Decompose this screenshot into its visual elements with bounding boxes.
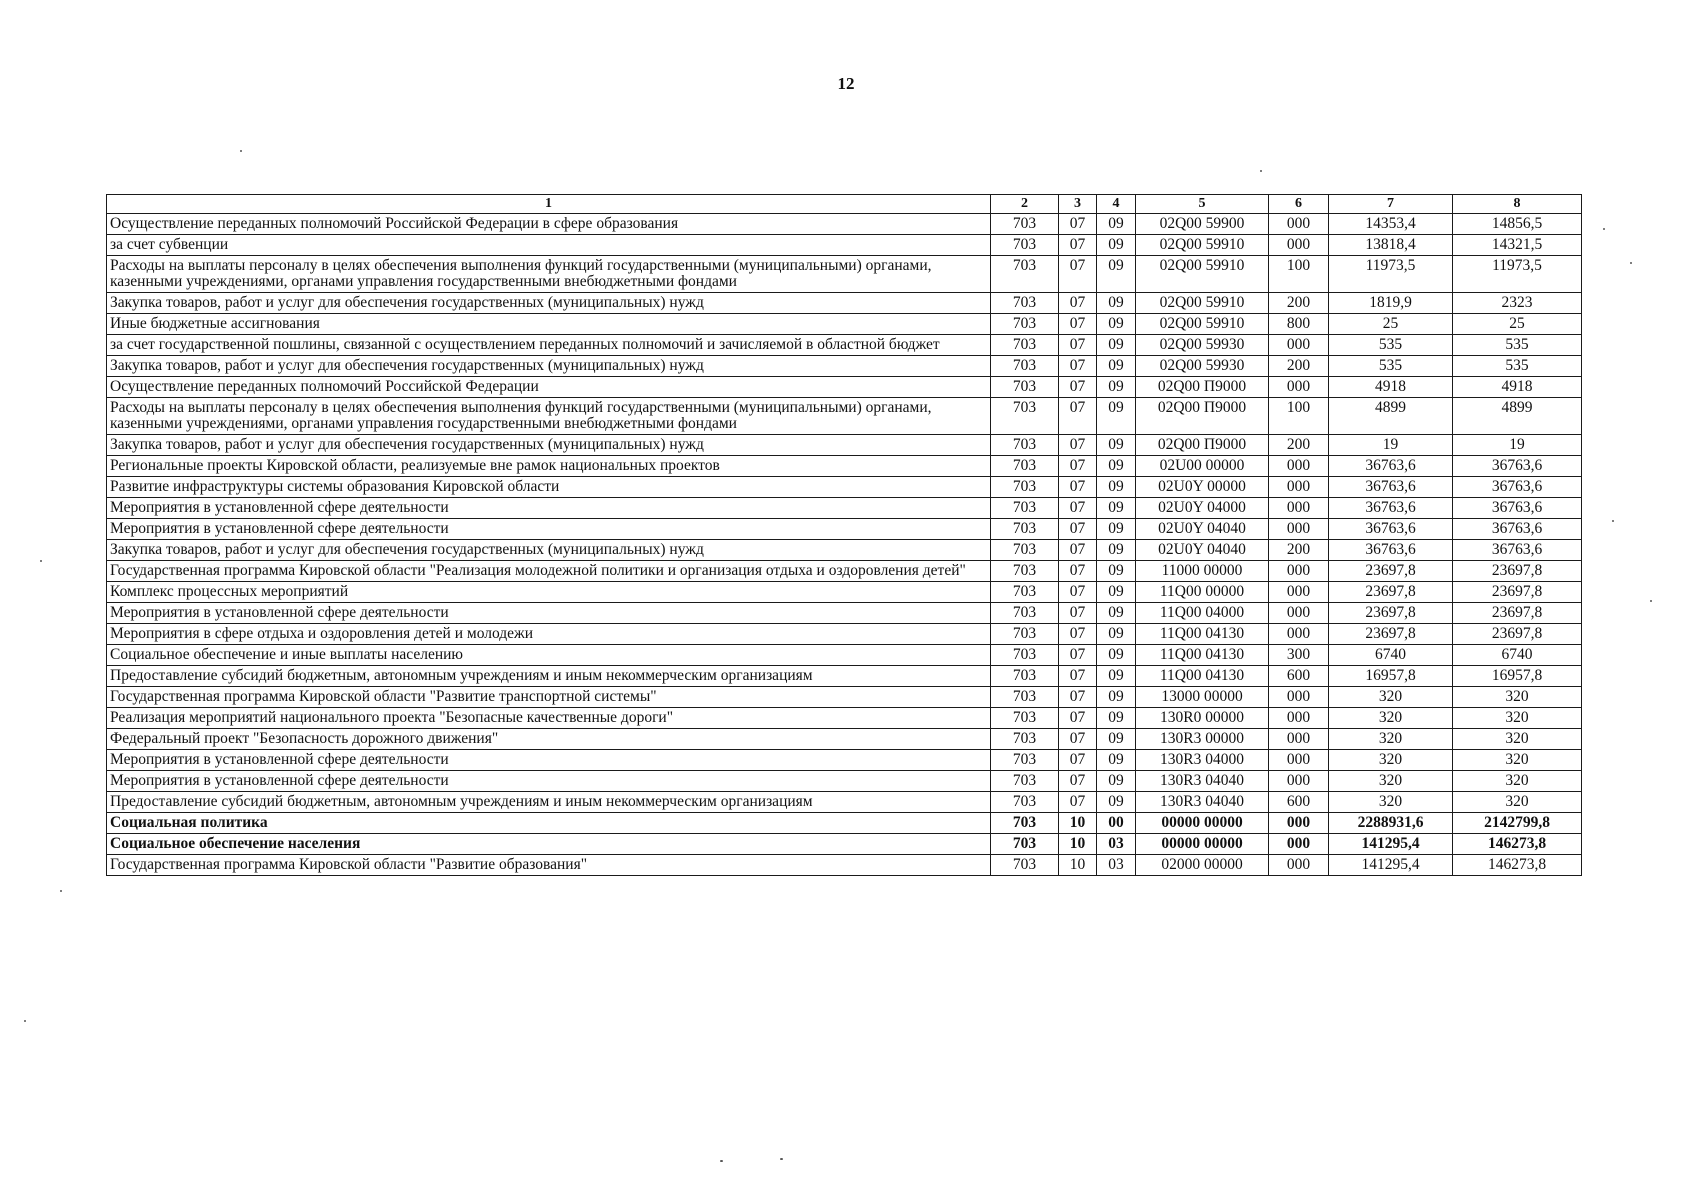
row-value-cell: 000 xyxy=(1269,477,1329,498)
row-name-cell: Социальное обеспечение населения xyxy=(107,834,991,855)
row-value-cell: 23697,8 xyxy=(1453,561,1582,582)
row-value-cell: 141295,4 xyxy=(1329,834,1453,855)
table-row xyxy=(107,398,1582,435)
row-value-cell: 03 xyxy=(1097,855,1136,876)
row-value-cell: 703 xyxy=(991,398,1059,435)
column-header: 4 xyxy=(1097,195,1136,214)
row-value-cell: 23697,8 xyxy=(1453,624,1582,645)
table-row xyxy=(107,666,1582,687)
row-value-cell: 02Q00 П9000 xyxy=(1136,435,1269,456)
row-value-cell: 02Q00 59910 xyxy=(1136,314,1269,335)
row-value-cell: 00 xyxy=(1097,813,1136,834)
row-name-cell: Развитие инфраструктуры системы образования Кировской области xyxy=(107,477,991,498)
row-value-cell: 09 xyxy=(1097,750,1136,771)
row-value-cell: 320 xyxy=(1329,729,1453,750)
column-header: 8 xyxy=(1453,195,1582,214)
table-row xyxy=(107,687,1582,708)
row-value-cell: 09 xyxy=(1097,435,1136,456)
row-value-cell: 02U0Y 04040 xyxy=(1136,540,1269,561)
row-value-cell: 09 xyxy=(1097,398,1136,435)
row-value-cell: 535 xyxy=(1329,335,1453,356)
row-name-cell: Социальная политика xyxy=(107,813,991,834)
table-row xyxy=(107,435,1582,456)
row-value-cell: 02Q00 59910 xyxy=(1136,235,1269,256)
column-header: 1 xyxy=(107,195,991,214)
row-value-cell: 000 xyxy=(1269,214,1329,235)
row-name-cell: Закупка товаров, работ и услуг для обеспечения государственных (муниципальных) нужд xyxy=(107,356,991,377)
row-value-cell: 36763,6 xyxy=(1453,540,1582,561)
row-value-cell: 000 xyxy=(1269,813,1329,834)
row-value-cell: 11Q00 04130 xyxy=(1136,624,1269,645)
row-value-cell: 02U0Y 04000 xyxy=(1136,498,1269,519)
row-value-cell: 07 xyxy=(1059,708,1097,729)
row-value-cell: 000 xyxy=(1269,729,1329,750)
row-value-cell: 09 xyxy=(1097,377,1136,398)
row-value-cell: 703 xyxy=(991,214,1059,235)
table-row xyxy=(107,456,1582,477)
row-value-cell: 000 xyxy=(1269,624,1329,645)
row-value-cell: 130R3 04040 xyxy=(1136,771,1269,792)
row-value-cell: 703 xyxy=(991,435,1059,456)
row-name-cell: Реализация мероприятий национального проекта "Безопасные качественные дороги" xyxy=(107,708,991,729)
row-value-cell: 320 xyxy=(1453,687,1582,708)
row-value-cell: 14321,5 xyxy=(1453,235,1582,256)
table-row xyxy=(107,293,1582,314)
row-value-cell: 00000 00000 xyxy=(1136,834,1269,855)
row-value-cell: 000 xyxy=(1269,771,1329,792)
row-value-cell: 09 xyxy=(1097,603,1136,624)
row-name-cell: Государственная программа Кировской области "Реализация молодежной политики и организация отдыха и оздоровления детей" xyxy=(107,561,991,582)
table-row xyxy=(107,477,1582,498)
table-row xyxy=(107,729,1582,750)
table-row xyxy=(107,624,1582,645)
row-name-cell: Закупка товаров, работ и услуг для обеспечения государственных (муниципальных) нужд xyxy=(107,540,991,561)
row-value-cell: 09 xyxy=(1097,561,1136,582)
row-value-cell: 703 xyxy=(991,498,1059,519)
row-value-cell: 09 xyxy=(1097,498,1136,519)
row-name-cell: Региональные проекты Кировской области, реализуемые вне рамок национальных проектов xyxy=(107,456,991,477)
row-value-cell: 07 xyxy=(1059,750,1097,771)
row-value-cell: 320 xyxy=(1329,792,1453,813)
table-row xyxy=(107,750,1582,771)
row-value-cell: 07 xyxy=(1059,293,1097,314)
row-value-cell: 130R0 00000 xyxy=(1136,708,1269,729)
row-value-cell: 10 xyxy=(1059,855,1097,876)
row-value-cell: 703 xyxy=(991,519,1059,540)
row-value-cell: 200 xyxy=(1269,356,1329,377)
column-header: 7 xyxy=(1329,195,1453,214)
row-name-cell: за счет государственной пошлины, связанной с осуществлением переданных полномочий и зачисляемой в областной бюджет xyxy=(107,335,991,356)
row-value-cell: 07 xyxy=(1059,624,1097,645)
row-value-cell: 23697,8 xyxy=(1453,582,1582,603)
row-value-cell: 07 xyxy=(1059,645,1097,666)
row-name-cell: Мероприятия в сфере отдыха и оздоровления детей и молодежи xyxy=(107,624,991,645)
row-name-cell: Закупка товаров, работ и услуг для обеспечения государственных (муниципальных) нужд xyxy=(107,435,991,456)
budget-table xyxy=(106,194,1582,876)
row-value-cell: 09 xyxy=(1097,666,1136,687)
row-name-cell: Комплекс процессных мероприятий xyxy=(107,582,991,603)
row-value-cell: 07 xyxy=(1059,561,1097,582)
row-name-cell: Мероприятия в установленной сфере деятельности xyxy=(107,771,991,792)
row-value-cell: 07 xyxy=(1059,314,1097,335)
table-row xyxy=(107,561,1582,582)
row-value-cell: 703 xyxy=(991,792,1059,813)
row-name-cell: Закупка товаров, работ и услуг для обеспечения государственных (муниципальных) нужд xyxy=(107,293,991,314)
row-name-cell: Мероприятия в установленной сфере деятельности xyxy=(107,498,991,519)
row-name-cell: Социальное обеспечение и иные выплаты населению xyxy=(107,645,991,666)
row-name-cell: Расходы на выплаты персоналу в целях обеспечения выполнения функций государственными (муниципальными) органами, казенными учреждениями, органами управления государственными внебюджетными фондами xyxy=(107,256,991,293)
row-value-cell: 02U0Y 00000 xyxy=(1136,477,1269,498)
row-value-cell: 320 xyxy=(1329,708,1453,729)
row-value-cell: 000 xyxy=(1269,377,1329,398)
row-value-cell: 25 xyxy=(1329,314,1453,335)
row-value-cell: 09 xyxy=(1097,214,1136,235)
row-value-cell: 141295,4 xyxy=(1329,855,1453,876)
row-name-cell: Государственная программа Кировской области "Развитие транспортной системы" xyxy=(107,687,991,708)
row-value-cell: 09 xyxy=(1097,456,1136,477)
row-value-cell: 200 xyxy=(1269,293,1329,314)
row-value-cell: 36763,6 xyxy=(1329,519,1453,540)
row-value-cell: 07 xyxy=(1059,356,1097,377)
row-name-cell: Осуществление переданных полномочий Российской Федерации в сфере образования xyxy=(107,214,991,235)
row-value-cell: 703 xyxy=(991,603,1059,624)
row-value-cell: 320 xyxy=(1329,771,1453,792)
row-value-cell: 6740 xyxy=(1329,645,1453,666)
row-value-cell: 09 xyxy=(1097,582,1136,603)
row-value-cell: 09 xyxy=(1097,519,1136,540)
column-header: 5 xyxy=(1136,195,1269,214)
row-value-cell: 000 xyxy=(1269,235,1329,256)
row-value-cell: 07 xyxy=(1059,335,1097,356)
row-value-cell: 535 xyxy=(1329,356,1453,377)
row-value-cell: 100 xyxy=(1269,256,1329,293)
row-value-cell: 02Q00 59900 xyxy=(1136,214,1269,235)
table-row xyxy=(107,498,1582,519)
row-value-cell: 703 xyxy=(991,235,1059,256)
row-value-cell: 703 xyxy=(991,256,1059,293)
row-value-cell: 703 xyxy=(991,624,1059,645)
row-value-cell: 11000 00000 xyxy=(1136,561,1269,582)
column-header: 6 xyxy=(1269,195,1329,214)
row-value-cell: 703 xyxy=(991,561,1059,582)
row-value-cell: 14856,5 xyxy=(1453,214,1582,235)
row-value-cell: 703 xyxy=(991,855,1059,876)
row-value-cell: 1819,9 xyxy=(1329,293,1453,314)
table-row xyxy=(107,540,1582,561)
row-value-cell: 703 xyxy=(991,834,1059,855)
row-value-cell: 320 xyxy=(1329,750,1453,771)
row-value-cell: 320 xyxy=(1453,708,1582,729)
table-row xyxy=(107,335,1582,356)
row-value-cell: 600 xyxy=(1269,792,1329,813)
row-value-cell: 535 xyxy=(1453,356,1582,377)
row-value-cell: 320 xyxy=(1453,792,1582,813)
row-value-cell: 07 xyxy=(1059,603,1097,624)
table-row xyxy=(107,356,1582,377)
row-value-cell: 09 xyxy=(1097,356,1136,377)
row-name-cell: Предоставление субсидий бюджетным, автономным учреждениям и иным некоммерческим организациям xyxy=(107,792,991,813)
row-value-cell: 703 xyxy=(991,477,1059,498)
row-value-cell: 4899 xyxy=(1329,398,1453,435)
row-value-cell: 07 xyxy=(1059,477,1097,498)
row-value-cell: 14353,4 xyxy=(1329,214,1453,235)
row-value-cell: 02Q00 П9000 xyxy=(1136,398,1269,435)
table-row xyxy=(107,708,1582,729)
row-name-cell: Мероприятия в установленной сфере деятельности xyxy=(107,603,991,624)
row-value-cell: 000 xyxy=(1269,519,1329,540)
row-value-cell: 36763,6 xyxy=(1453,519,1582,540)
row-value-cell: 16957,8 xyxy=(1329,666,1453,687)
row-value-cell: 02U00 00000 xyxy=(1136,456,1269,477)
row-value-cell: 320 xyxy=(1453,771,1582,792)
row-value-cell: 07 xyxy=(1059,540,1097,561)
row-value-cell: 10 xyxy=(1059,813,1097,834)
row-value-cell: 13818,4 xyxy=(1329,235,1453,256)
row-value-cell: 000 xyxy=(1269,582,1329,603)
row-value-cell: 07 xyxy=(1059,235,1097,256)
row-value-cell: 000 xyxy=(1269,750,1329,771)
row-value-cell: 07 xyxy=(1059,582,1097,603)
row-value-cell: 09 xyxy=(1097,335,1136,356)
row-value-cell: 02U0Y 04040 xyxy=(1136,519,1269,540)
row-value-cell: 200 xyxy=(1269,540,1329,561)
table-row xyxy=(107,519,1582,540)
row-value-cell: 07 xyxy=(1059,792,1097,813)
row-value-cell: 000 xyxy=(1269,855,1329,876)
table-row xyxy=(107,813,1582,834)
row-value-cell: 000 xyxy=(1269,498,1329,519)
row-value-cell: 320 xyxy=(1329,687,1453,708)
row-value-cell: 703 xyxy=(991,813,1059,834)
row-value-cell: 07 xyxy=(1059,435,1097,456)
row-value-cell: 11Q00 04000 xyxy=(1136,603,1269,624)
row-value-cell: 320 xyxy=(1453,729,1582,750)
row-value-cell: 07 xyxy=(1059,498,1097,519)
row-value-cell: 36763,6 xyxy=(1329,456,1453,477)
row-value-cell: 703 xyxy=(991,687,1059,708)
row-value-cell: 703 xyxy=(991,645,1059,666)
row-value-cell: 07 xyxy=(1059,256,1097,293)
row-value-cell: 000 xyxy=(1269,456,1329,477)
row-name-cell: Расходы на выплаты персоналу в целях обеспечения выполнения функций государственными (муниципальными) органами, казенными учреждениями, органами управления государственными внебюджетными фондами xyxy=(107,398,991,435)
table-row xyxy=(107,377,1582,398)
row-value-cell: 09 xyxy=(1097,293,1136,314)
row-value-cell: 11Q00 04130 xyxy=(1136,645,1269,666)
row-value-cell: 000 xyxy=(1269,687,1329,708)
column-header: 3 xyxy=(1059,195,1097,214)
row-value-cell: 07 xyxy=(1059,456,1097,477)
row-value-cell: 36763,6 xyxy=(1453,456,1582,477)
row-value-cell: 02Q00 П9000 xyxy=(1136,377,1269,398)
row-value-cell: 703 xyxy=(991,729,1059,750)
row-value-cell: 6740 xyxy=(1453,645,1582,666)
row-value-cell: 03 xyxy=(1097,834,1136,855)
row-value-cell: 703 xyxy=(991,582,1059,603)
row-value-cell: 703 xyxy=(991,335,1059,356)
row-value-cell: 19 xyxy=(1453,435,1582,456)
row-value-cell: 36763,6 xyxy=(1453,498,1582,519)
row-value-cell: 800 xyxy=(1269,314,1329,335)
row-value-cell: 07 xyxy=(1059,771,1097,792)
row-value-cell: 4918 xyxy=(1329,377,1453,398)
row-value-cell: 36763,6 xyxy=(1329,498,1453,519)
column-header: 2 xyxy=(991,195,1059,214)
row-value-cell: 703 xyxy=(991,293,1059,314)
row-value-cell: 703 xyxy=(991,771,1059,792)
row-value-cell: 200 xyxy=(1269,435,1329,456)
row-value-cell: 23697,8 xyxy=(1329,603,1453,624)
row-value-cell: 13000 00000 xyxy=(1136,687,1269,708)
row-value-cell: 703 xyxy=(991,666,1059,687)
row-value-cell: 300 xyxy=(1269,645,1329,666)
table-row xyxy=(107,771,1582,792)
row-value-cell: 09 xyxy=(1097,729,1136,750)
row-value-cell: 09 xyxy=(1097,624,1136,645)
table-row xyxy=(107,792,1582,813)
row-value-cell: 07 xyxy=(1059,729,1097,750)
table-header-row xyxy=(107,195,1582,214)
row-value-cell: 07 xyxy=(1059,398,1097,435)
row-name-cell: за счет субвенции xyxy=(107,235,991,256)
table-row xyxy=(107,645,1582,666)
row-value-cell: 23697,8 xyxy=(1453,603,1582,624)
row-value-cell: 07 xyxy=(1059,214,1097,235)
row-value-cell: 320 xyxy=(1453,750,1582,771)
row-value-cell: 000 xyxy=(1269,561,1329,582)
row-value-cell: 09 xyxy=(1097,235,1136,256)
row-name-cell: Мероприятия в установленной сфере деятельности xyxy=(107,750,991,771)
row-name-cell: Осуществление переданных полномочий Российской Федерации xyxy=(107,377,991,398)
row-value-cell: 4918 xyxy=(1453,377,1582,398)
row-value-cell: 07 xyxy=(1059,687,1097,708)
row-value-cell: 600 xyxy=(1269,666,1329,687)
table-row xyxy=(107,603,1582,624)
row-value-cell: 36763,6 xyxy=(1329,477,1453,498)
row-value-cell: 09 xyxy=(1097,687,1136,708)
table-row xyxy=(107,834,1582,855)
row-value-cell: 146273,8 xyxy=(1453,855,1582,876)
row-value-cell: 4899 xyxy=(1453,398,1582,435)
row-value-cell: 10 xyxy=(1059,834,1097,855)
table-row xyxy=(107,855,1582,876)
row-value-cell: 130R3 00000 xyxy=(1136,729,1269,750)
row-value-cell: 07 xyxy=(1059,377,1097,398)
row-value-cell: 146273,8 xyxy=(1453,834,1582,855)
table-row xyxy=(107,214,1582,235)
row-value-cell: 09 xyxy=(1097,708,1136,729)
row-value-cell: 23697,8 xyxy=(1329,561,1453,582)
row-value-cell: 000 xyxy=(1269,708,1329,729)
row-value-cell: 09 xyxy=(1097,256,1136,293)
row-value-cell: 23697,8 xyxy=(1329,582,1453,603)
row-value-cell: 36763,6 xyxy=(1453,477,1582,498)
row-value-cell: 36763,6 xyxy=(1329,540,1453,561)
row-value-cell: 11973,5 xyxy=(1329,256,1453,293)
row-value-cell: 09 xyxy=(1097,477,1136,498)
row-value-cell: 703 xyxy=(991,750,1059,771)
row-value-cell: 11Q00 00000 xyxy=(1136,582,1269,603)
table-row xyxy=(107,314,1582,335)
row-name-cell: Федеральный проект "Безопасность дорожного движения" xyxy=(107,729,991,750)
table-body xyxy=(107,195,1582,876)
row-value-cell: 000 xyxy=(1269,335,1329,356)
row-value-cell: 130R3 04040 xyxy=(1136,792,1269,813)
row-value-cell: 09 xyxy=(1097,792,1136,813)
row-value-cell: 19 xyxy=(1329,435,1453,456)
row-value-cell: 703 xyxy=(991,314,1059,335)
table-row xyxy=(107,256,1582,293)
row-value-cell: 703 xyxy=(991,377,1059,398)
row-name-cell: Государственная программа Кировской области "Развитие образования" xyxy=(107,855,991,876)
row-name-cell: Предоставление субсидий бюджетным, автономным учреждениям и иным некоммерческим организациям xyxy=(107,666,991,687)
row-value-cell: 703 xyxy=(991,456,1059,477)
row-value-cell: 02Q00 59910 xyxy=(1136,293,1269,314)
row-value-cell: 00000 00000 xyxy=(1136,813,1269,834)
row-value-cell: 703 xyxy=(991,540,1059,561)
row-value-cell: 09 xyxy=(1097,540,1136,561)
row-value-cell: 130R3 04000 xyxy=(1136,750,1269,771)
table-row xyxy=(107,582,1582,603)
row-value-cell: 11Q00 04130 xyxy=(1136,666,1269,687)
row-value-cell: 11973,5 xyxy=(1453,256,1582,293)
row-value-cell: 2288931,6 xyxy=(1329,813,1453,834)
row-value-cell: 16957,8 xyxy=(1453,666,1582,687)
row-value-cell: 703 xyxy=(991,708,1059,729)
row-value-cell: 07 xyxy=(1059,519,1097,540)
row-value-cell: 02Q00 59910 xyxy=(1136,256,1269,293)
row-value-cell: 100 xyxy=(1269,398,1329,435)
table-row xyxy=(107,235,1582,256)
row-value-cell: 25 xyxy=(1453,314,1582,335)
row-value-cell: 02Q00 59930 xyxy=(1136,356,1269,377)
row-value-cell: 09 xyxy=(1097,645,1136,666)
row-value-cell: 23697,8 xyxy=(1329,624,1453,645)
row-value-cell: 07 xyxy=(1059,666,1097,687)
row-value-cell: 535 xyxy=(1453,335,1582,356)
row-value-cell: 02Q00 59930 xyxy=(1136,335,1269,356)
row-name-cell: Иные бюджетные ассигнования xyxy=(107,314,991,335)
row-value-cell: 000 xyxy=(1269,834,1329,855)
row-value-cell: 000 xyxy=(1269,603,1329,624)
row-value-cell: 2323 xyxy=(1453,293,1582,314)
row-value-cell: 09 xyxy=(1097,771,1136,792)
row-name-cell: Мероприятия в установленной сфере деятельности xyxy=(107,519,991,540)
page-number: 12 xyxy=(837,74,855,93)
row-value-cell: 703 xyxy=(991,356,1059,377)
row-value-cell: 09 xyxy=(1097,314,1136,335)
row-value-cell: 02000 00000 xyxy=(1136,855,1269,876)
row-value-cell: 2142799,8 xyxy=(1453,813,1582,834)
